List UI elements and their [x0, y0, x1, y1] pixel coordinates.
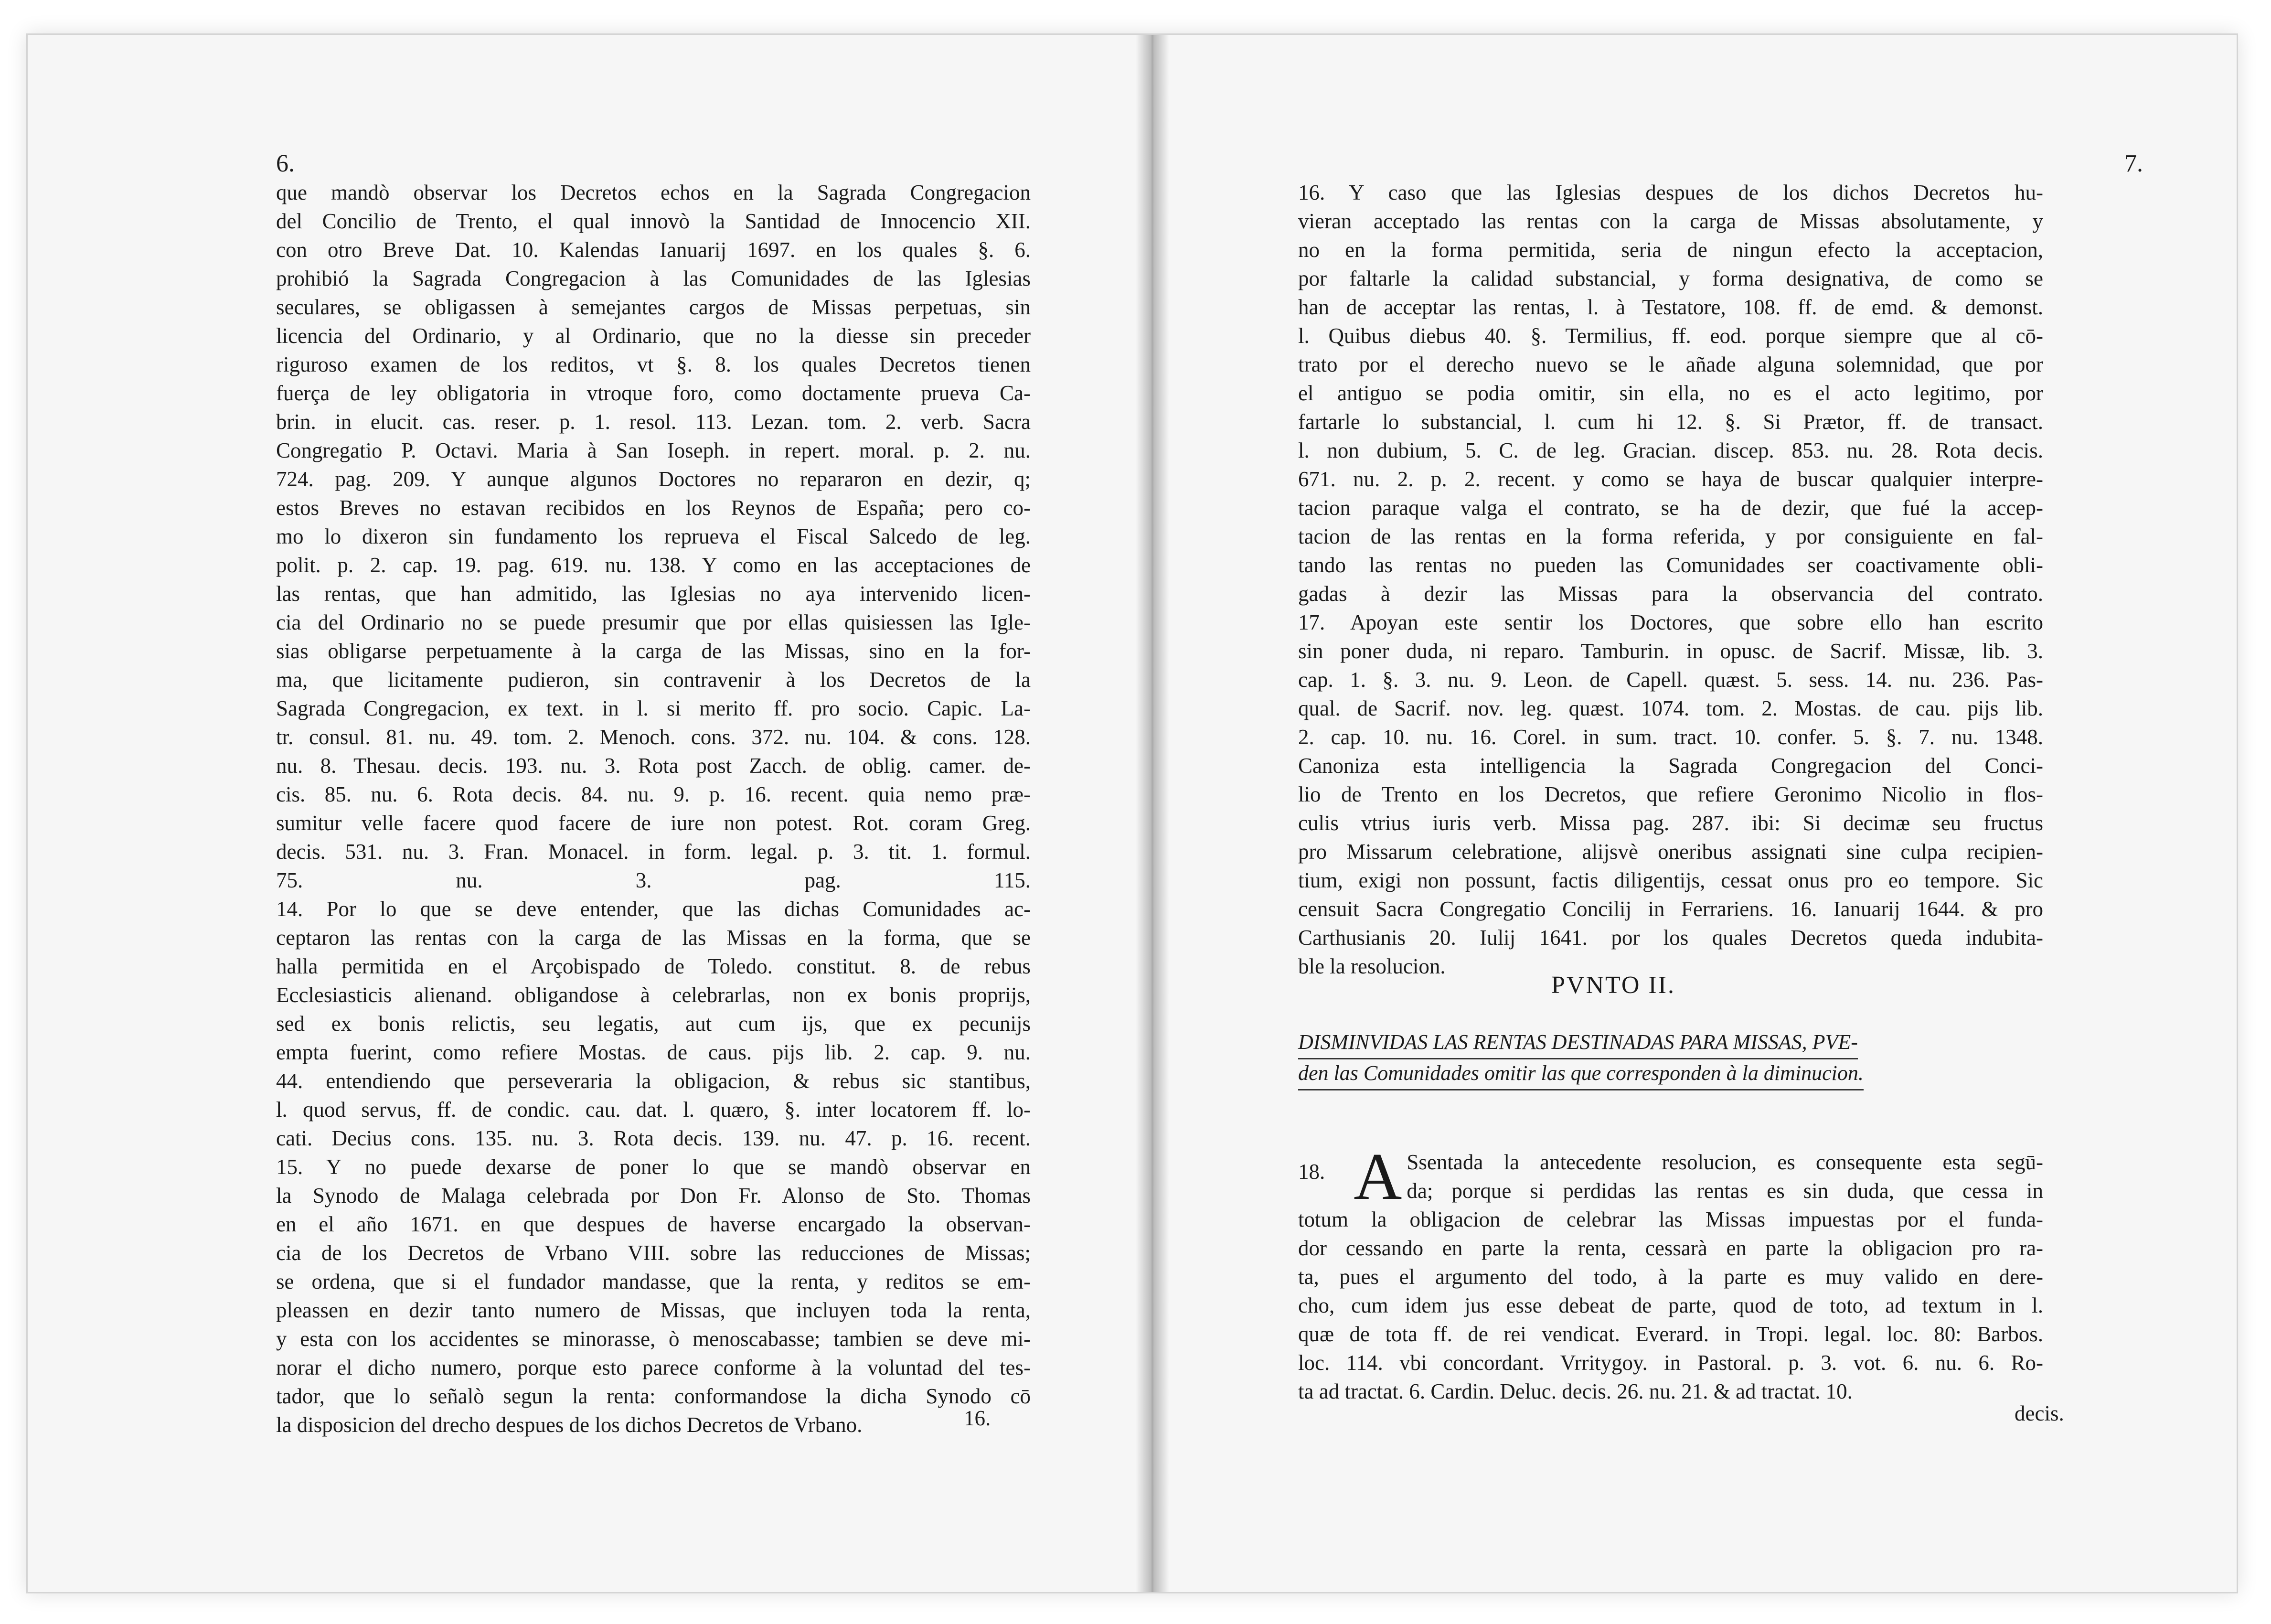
left-page-text-line: 14. Por lo que se deve entender, que las dichas Comunidades ac-	[276, 897, 1031, 921]
right-page-text-line: 16. Y caso que las Iglesias despues de los dichos Decretos hu-	[1298, 181, 2043, 204]
left-page-text-line: Sagrada Congregacion, ex text. in l. si merito ff. pro socio. Capic. La-	[276, 696, 1031, 720]
right-page-text-line: l. non dubium, 5. C. de leg. Gracian. discep. 853. nu. 28. Rota decis.	[1298, 438, 2043, 462]
left-page-text-line: brin. in elucit. cas. reser. p. 1. resol. 113. Lezan. tom. 2. verb. Sacra	[276, 410, 1031, 434]
section-subheading	[1298, 1028, 2043, 1090]
drop-cap: A	[1354, 1140, 1402, 1214]
right-page-number: 7.	[2124, 150, 2143, 177]
paragraph-18-line: Ssentada la antecedente resolucion, es consequente esta segū-	[1407, 1150, 2043, 1174]
right-page-text-line: no en la forma permitida, seria de ningun efecto la acceptacion,	[1298, 238, 2043, 262]
left-page-text-line: del Concilio de Trento, el qual innovò la Santidad de Innocencio XII.	[276, 209, 1031, 233]
paragraph-18-text	[1298, 1140, 2043, 1406]
right-page-text-line: l. Quibus diebus 40. §. Termilius, ff. eod. porque siempre que al cō-	[1298, 324, 2043, 348]
left-page-text-line: Congregatio P. Octavi. Maria à San Ioseph. in repert. moral. p. 2. nu.	[276, 438, 1031, 462]
right-page-text-line: sin poner duda, ni reparo. Tamburin. in opusc. de Sacrif. Missæ, lib. 3.	[1298, 639, 2043, 663]
right-page-text-line: Carthusianis 20. Iulij 1641. por los quales Decretos queda indubita-	[1298, 926, 2043, 950]
left-page-text-line: norar el dicho numero, porque esto parece conforme à la voluntad del tes-	[276, 1356, 1031, 1379]
left-page-text-line: cia del Ordinario no se puede presumir que por ellas quisiessen las Igle-	[276, 610, 1031, 634]
left-page-text-line: en el año 1671. en que despues de haverse encargado la observan-	[276, 1212, 1031, 1236]
left-page-text-line: se ordena, que si el fundador mandasse, que la renta, y reditos se em-	[276, 1270, 1031, 1293]
paragraph-18-line: totum la obligacion de celebrar las Missas impuestas por el funda-	[1298, 1207, 2043, 1231]
left-page-text-line: riguroso examen de los reditos, vt §. 8. los quales Decretos tienen	[276, 353, 1031, 376]
left-page-text-line: seculares, se obligassen à semejantes cargos de Missas perpetuas, sin	[276, 295, 1031, 319]
left-page-text-line: tador, que lo señalò segun la renta: conformandose la dicha Synodo cō	[276, 1384, 1031, 1408]
left-page-text-line: ceptaron las rentas con la carga de las Missas en la forma, que se	[276, 926, 1031, 950]
left-page-text-line: sumitur velle facere quod facere de iure non potest. Rot. coram Greg.	[276, 811, 1031, 835]
left-page-text-line: la Synodo de Malaga celebrada por Don Fr. Alonso de Sto. Thomas	[276, 1184, 1031, 1207]
right-page-text-line: pro Missarum celebratione, alijsvè oneribus assignati sine culpa recipien-	[1298, 840, 2043, 864]
right-page-text-line: vieran acceptado las rentas con la carga de Missas absolutamente, y	[1298, 209, 2043, 233]
left-page-text-line: con otro Breve Dat. 10. Kalendas Ianuarij 1697. en los quales §. 6.	[276, 238, 1031, 262]
left-page-text-line: tr. consul. 81. nu. 49. tom. 2. Menoch. cons. 372. nu. 104. & cons. 128.	[276, 725, 1031, 749]
left-page-text-line: mo lo dixeron sin fundamento los reprueva el Fiscal Salcedo de leg.	[276, 524, 1031, 548]
right-page	[1169, 35, 2237, 1592]
left-page-text-line: cis. 85. nu. 6. Rota decis. 84. nu. 9. p. 16. recent. quia nemo præ-	[276, 782, 1031, 806]
book-spread	[26, 33, 2238, 1593]
right-page-text-line: por faltarle la calidad substancial, y forma designativa, de como se	[1298, 267, 2043, 290]
paragraph-18-line: ta, pues el argumento del todo, à la parte es muy valido en dere-	[1298, 1265, 2043, 1289]
right-page-text-line: trato por el derecho nuevo se le añade alguna solemnidad, que por	[1298, 353, 2043, 376]
left-page-text-line: prohibió la Sagrada Congregacion à las Comunidades de las Iglesias	[276, 267, 1031, 290]
right-page-text	[1298, 178, 2043, 981]
right-page-text-line: tando las rentas no pueden las Comunidades ser coactivamente obli-	[1298, 553, 2043, 577]
right-page-text-line: el antiguo se podia omitir, sin ella, no es el acto legitimo, por	[1298, 381, 2043, 405]
left-page-text-line: cia de los Decretos de Vrbano VIII. sobre las reducciones de Missas;	[276, 1241, 1031, 1265]
paragraph-18-line: quæ de tota ff. de rei vendicat. Everard. in Tropi. legal. loc. 80: Barbos.	[1298, 1322, 2043, 1346]
left-page-text-line: las rentas, que han admitido, las Iglesias no aya intervenido licen-	[276, 582, 1031, 606]
paragraph-18-line: loc. 114. vbi concordant. Vrritygoy. in Pastoral. p. 3. vot. 6. nu. 6. Ro-	[1298, 1351, 2043, 1375]
left-page-text-line: Ecclesiasticis alienand. obligandose à celebrarlas, non ex bonis proprijs,	[276, 983, 1031, 1007]
right-page-text-line: ble la resolucion.	[1298, 954, 1446, 978]
left-page-text-line: polit. p. 2. cap. 19. pag. 619. nu. 138. Y como en las acceptaciones de	[276, 553, 1031, 577]
left-page-text-line: licencia del Ordinario, y al Ordinario, que no la diesse sin preceder	[276, 324, 1031, 348]
left-page-text-line: que mandò observar los Decretos echos en la Sagrada Congregacion	[276, 181, 1031, 204]
right-page-text-line: 2. cap. 10. nu. 16. Corel. in sum. tract. 10. confer. 5. §. 7. nu. 1348.	[1298, 725, 2043, 749]
left-catchword: 16.	[964, 1406, 991, 1430]
right-page-text-line: qual. de Sacrif. nov. leg. quæst. 1074. tom. 2. Mostas. de cau. pijs lib.	[1298, 696, 2043, 720]
left-page-text-line: y esta con los accidentes se minorasse, ò menoscabasse; tambien se deve mi-	[276, 1327, 1031, 1351]
left-page	[28, 35, 1136, 1592]
left-page-text-line: decis. 531. nu. 3. Fran. Monacel. in form. legal. p. 3. tit. 1. formul.	[276, 840, 1031, 864]
left-page-text-line: cati. Decius cons. 135. nu. 3. Rota decis. 139. nu. 47. p. 16. recent.	[276, 1126, 1031, 1150]
left-page-text-line: halla permitida en el Arçobispado de Toledo. constitut. 8. de rebus	[276, 954, 1031, 978]
paragraph-18	[1298, 1140, 2043, 1406]
right-page-text-line: culis vtrius iuris verb. Missa pag. 287. ibi: Si decimæ seu fructus	[1298, 811, 2043, 835]
right-page-text-line: tium, exigi non possunt, factis diligentijs, cessat onus pro eo tempore. Sic	[1298, 868, 2043, 892]
left-page-text-line: estos Breves no estavan recibidos en los Reynos de España; pero co-	[276, 496, 1031, 520]
left-page-text-line: fuerça de ley obligatoria in vtroque foro, como doctamente prueva Ca-	[276, 381, 1031, 405]
left-page-text-line: l. quod servus, ff. de condic. cau. dat. l. quæro, §. inter locatorem ff. lo-	[276, 1098, 1031, 1122]
right-page-text-line: Canoniza esta intelligencia la Sagrada Congregacion del Conci-	[1298, 754, 2043, 778]
left-page-text-line: nu. 8. Thesau. decis. 193. nu. 3. Rota post Zacch. de oblig. camer. de-	[276, 754, 1031, 778]
right-page-text-line: tacion de las rentas en la forma referida, y por consiguiente en fal-	[1298, 524, 2043, 548]
left-page-text-line: pleassen en dezir tanto numero de Missas, que incluyen toda la renta,	[276, 1298, 1031, 1322]
right-page-text-line: cap. 1. §. 3. nu. 9. Leon. de Capell. quæst. 5. sess. 14. nu. 236. Pas-	[1298, 668, 2043, 692]
paragraph-18-line: ta ad tractat. 6. Cardin. Deluc. decis. 26. nu. 21. & ad tractat. 10.	[1298, 1379, 1853, 1403]
left-page-text-line: 44. entendiendo que perseveraria la obligacion, & rebus sic stantibus,	[276, 1069, 1031, 1093]
section-heading: PVNTO II.	[1551, 972, 1676, 999]
left-page-text	[276, 178, 1031, 1439]
right-page-text-line: lio de Trento en los Decretos, que refiere Geronimo Nicolio in flos-	[1298, 782, 2043, 806]
right-catchword: decis.	[2015, 1401, 2064, 1425]
left-page-text-line: empta fuerint, como refiere Mostas. de caus. pijs lib. 2. cap. 9. nu.	[276, 1040, 1031, 1064]
book-gutter	[1136, 35, 1169, 1592]
right-page-text-line: censuit Sacra Congregatio Concilij in Ferrariens. 16. Ianuarij 1644. & pro	[1298, 897, 2043, 921]
left-page-text-line: sias obligarse perpetuamente à la carga de las Missas, sino en la for-	[276, 639, 1031, 663]
left-page-text-line: 75. nu. 3. pag. 115.	[276, 868, 1031, 892]
paragraph-18-line: dor cessando en parte la renta, cessarà en parte la obligacion pro ra-	[1298, 1236, 2043, 1260]
paragraph-18-line: da; porque si perdidas las rentas es sin duda, que cessa in	[1407, 1179, 2043, 1203]
paragraph-18-line: cho, cum idem jus esse debeat de parte, quod de toto, ad textum in l.	[1298, 1293, 2043, 1317]
right-page-text-line: han de acceptar las rentas, l. à Testatore, 108. ff. de emd. & demonst.	[1298, 295, 2043, 319]
subheading-line-2: den las Comunidades omitir las que corresponden à la diminucion.	[1298, 1059, 1864, 1090]
right-page-text-line: gadas à dezir las Missas para la observancia del contrato.	[1298, 582, 2043, 606]
paragraph-18-number: 18.	[1298, 1160, 1325, 1184]
right-page-text-line: 671. nu. 2. p. 2. recent. y como se haya de buscar qualquier interpre-	[1298, 467, 2043, 491]
left-page-text-line: la disposicion del drecho despues de los dichos Decretos de Vrbano.	[276, 1413, 863, 1437]
left-page-number: 6.	[276, 150, 295, 177]
right-page-text-line: tacion paraque valga el contrato, se ha de dezir, que fué la accep-	[1298, 496, 2043, 520]
right-page-text-line: fartarle lo substancial, l. cum hi 12. §. Si Prætor, ff. de transact.	[1298, 410, 2043, 434]
subheading-line-1: DISMINVIDAS LAS RENTAS DESTINADAS PARA MISSAS, PVE-	[1298, 1028, 1858, 1059]
left-page-text-line: 15. Y no puede dexarse de poner lo que se mandò observar en	[276, 1155, 1031, 1179]
left-page-text-line: ma, que licitamente pudieron, sin contravenir à los Decretos de la	[276, 668, 1031, 692]
left-page-text-line: 724. pag. 209. Y aunque algunos Doctores no repararon en dezir, q;	[276, 467, 1031, 491]
left-page-text-line: sed ex bonis relictis, seu legatis, aut cum ijs, que ex pecunijs	[276, 1012, 1031, 1036]
right-page-text-line: 17. Apoyan este sentir los Doctores, que sobre ello han escrito	[1298, 610, 2043, 634]
